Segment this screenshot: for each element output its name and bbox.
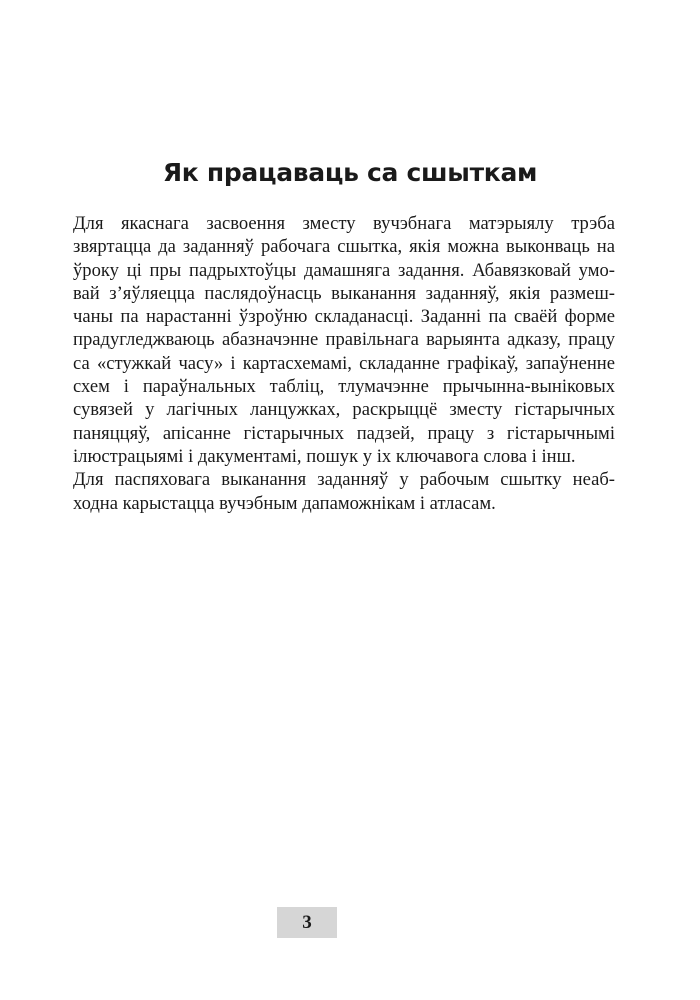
text-line: вай з’яўляецца паслядоўнасць выканання заданняў, якія размеш- (73, 282, 615, 304)
text-line: Для паспяховага выканання заданняў у рабочым сшытку неаб- (73, 469, 615, 491)
page-title: Як працаваць са сшыткам (162, 158, 538, 187)
page-number-box (277, 907, 337, 938)
body-text (73, 212, 615, 515)
text-line: паняццяў, апісанне гістарычных падзей, працу з гістарычнымі (73, 422, 615, 444)
text-line: ілюстрацыямі і дакументамі, пошук у іх ключавога слова і інш. (73, 445, 576, 467)
text-line: са «стужкай часу» і картасхемамі, складанне графікаў, запаўненне (73, 352, 615, 374)
text-line: сувязей у лагічных ланцужках, раскрыццё зместу гістарычных (73, 399, 615, 421)
text-line: звяртацца да заданняў рабочага сшытка, якія можна выконваць на (73, 236, 615, 258)
text-line: схем і параўнальных табліц, тлумачэнне прычынна-выніковых (73, 376, 615, 398)
text-line: ўроку ці пры падрыхтоўцы дамашняга задання. Абавязковай умо- (73, 259, 615, 281)
text-line: Для якаснага засвоення зместу вучэбнага матэрыялу трэба (73, 213, 615, 234)
text-line: прадугледжваюць абазначэнне правільнага варыянта адказу, працу (73, 329, 615, 351)
paragraph-1 (73, 212, 615, 468)
text-line: ходна карыстацца вучэбным дапаможнікам і атласам. (73, 492, 496, 514)
paragraph-2 (73, 468, 615, 515)
text-line: чаны па нарастанні ўзроўню складанасці. Заданні па сваёй форме (73, 306, 615, 328)
page-number: 3 (302, 911, 312, 933)
